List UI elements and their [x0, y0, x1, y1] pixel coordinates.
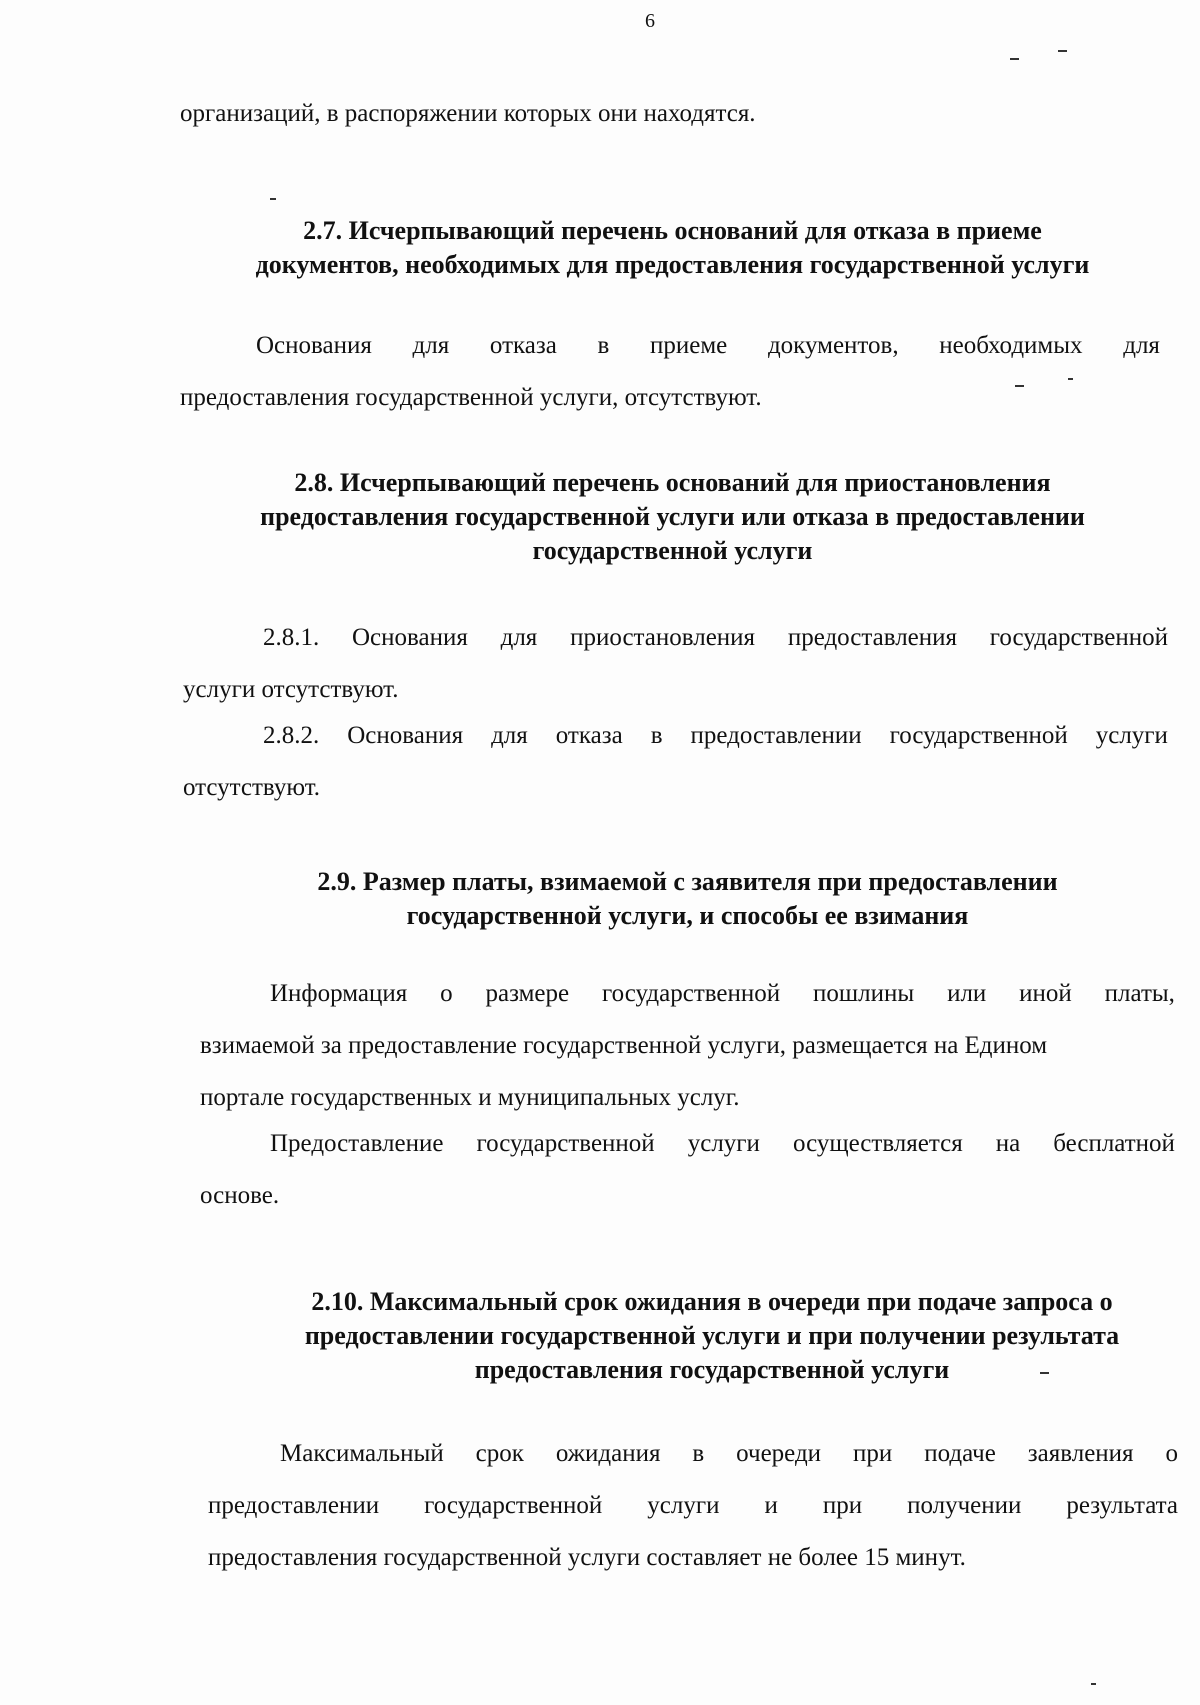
word: в [597, 332, 610, 359]
heading-line: 2.9. Размер платы, взимаемой с заявителя при предоставлении [317, 867, 1058, 896]
word: ожидания [555, 1440, 661, 1467]
section-2-10-heading [232, 1285, 1192, 1387]
word: государственной [889, 722, 1068, 749]
word: осуществляется [792, 1130, 963, 1157]
word: приостановления [570, 624, 756, 651]
word: о [1165, 1440, 1178, 1467]
heading-line: предоставления государственной услуги или отказа в предоставлении [260, 502, 1085, 531]
section-2-9-paragraph-2 [200, 1118, 1175, 1222]
word: Основания [352, 624, 468, 651]
word: услуги [647, 1492, 720, 1519]
word: очереди [736, 1440, 822, 1467]
word: платы, [1104, 980, 1175, 1007]
word: 2.8.2. [263, 722, 320, 749]
word: срок [475, 1440, 524, 1467]
heading-line: предоставления государственной услуги [474, 1355, 950, 1384]
word: Информация [270, 980, 408, 1007]
section-2-10-paragraph [208, 1428, 1178, 1584]
word: размере [485, 980, 570, 1007]
word: в [650, 722, 663, 749]
paragraph-first-line [280, 1428, 1178, 1480]
word: государственной [989, 624, 1168, 651]
word: результата [1066, 1492, 1178, 1519]
word: приеме [650, 332, 728, 359]
word: подаче [924, 1440, 996, 1467]
paragraph-first-line [270, 968, 1175, 1020]
paragraph-line: взимаемой за предоставление государственной услуги, размещается на Едином [200, 1032, 1048, 1059]
word: услуги [1095, 722, 1168, 749]
word: Основания [347, 722, 464, 749]
word: для [491, 722, 528, 749]
paragraph-first-line [256, 320, 1160, 372]
word: и [764, 1492, 778, 1519]
word: государственной [424, 1492, 603, 1519]
heading-line: предоставлении государственной услуги и при получении результата [304, 1321, 1120, 1350]
paragraph-line: услуги отсутствуют. [183, 676, 399, 703]
paragraph-line: предоставления государственной услуги составляет не более 15 минут. [208, 1544, 966, 1571]
word: бесплатной [1053, 1130, 1175, 1157]
section-2-8-paragraph-1 [183, 612, 1168, 716]
scan-speck [1091, 1683, 1096, 1685]
paragraph-first-line [270, 1118, 1175, 1170]
word: или [947, 980, 987, 1007]
word: предоставлении [690, 722, 862, 749]
word: при [822, 1492, 863, 1519]
word: о [440, 980, 453, 1007]
word: Максимальный [280, 1440, 444, 1467]
paragraph-line: отсутствуют. [183, 774, 321, 801]
word: необходимых [939, 332, 1083, 359]
word: для [412, 332, 450, 359]
word: для [500, 624, 538, 651]
word: документов, [767, 332, 899, 359]
scan-speck [1058, 50, 1067, 52]
section-2-8-heading [175, 466, 1170, 568]
section-2-9-heading [190, 865, 1185, 933]
section-2-7-paragraph [180, 320, 1160, 424]
section-2-9-paragraph-1 [200, 968, 1175, 1124]
word: отказа [555, 722, 623, 749]
word: Предоставление [270, 1130, 444, 1157]
heading-line: 2.7. Исчерпывающий перечень оснований для отказа в приеме [303, 216, 1042, 245]
heading-line: государственной услуги, и способы ее взимания [406, 901, 969, 930]
scan-speck [270, 198, 276, 200]
heading-line: 2.10. Максимальный срок ожидания в очереди при подаче запроса о [311, 1287, 1113, 1316]
word: при [852, 1440, 893, 1467]
paragraph-line: предоставления государственной услуги, отсутствуют. [180, 384, 762, 411]
word: на [995, 1130, 1021, 1157]
word: государственной [601, 980, 781, 1007]
paragraph-first-line [263, 612, 1168, 664]
scan-speck [1010, 58, 1019, 60]
word: предоставлении [208, 1492, 380, 1519]
word: предоставления [787, 624, 958, 651]
word: отказа [489, 332, 557, 359]
word: заявления [1027, 1440, 1134, 1467]
heading-line: 2.8. Исчерпывающий перечень оснований для приостановления [294, 468, 1051, 497]
heading-line: государственной услуги [532, 536, 813, 565]
section-2-8-paragraph-2 [183, 710, 1168, 814]
word: для [1123, 332, 1160, 359]
word: Основания [256, 332, 372, 359]
word: получении [907, 1492, 1022, 1519]
word: пошлины [813, 980, 915, 1007]
word: государственной [476, 1130, 655, 1157]
word: услуги [687, 1130, 760, 1157]
paragraph-line [208, 1480, 1178, 1532]
intro-line: организаций, в распоряжении которых они находятся. [180, 100, 756, 127]
paragraph-first-line [263, 710, 1168, 762]
word: иной [1019, 980, 1072, 1007]
intro-paragraph [180, 88, 880, 140]
section-2-7-heading [175, 214, 1170, 282]
word: в [692, 1440, 705, 1467]
word: 2.8.1. [263, 624, 320, 651]
heading-line: документов, необходимых для предоставления государственной услуги [255, 250, 1090, 279]
paragraph-line: основе. [200, 1182, 280, 1209]
page-number: 6 [645, 10, 655, 32]
paragraph-line: портале государственных и муниципальных услуг. [200, 1084, 740, 1111]
